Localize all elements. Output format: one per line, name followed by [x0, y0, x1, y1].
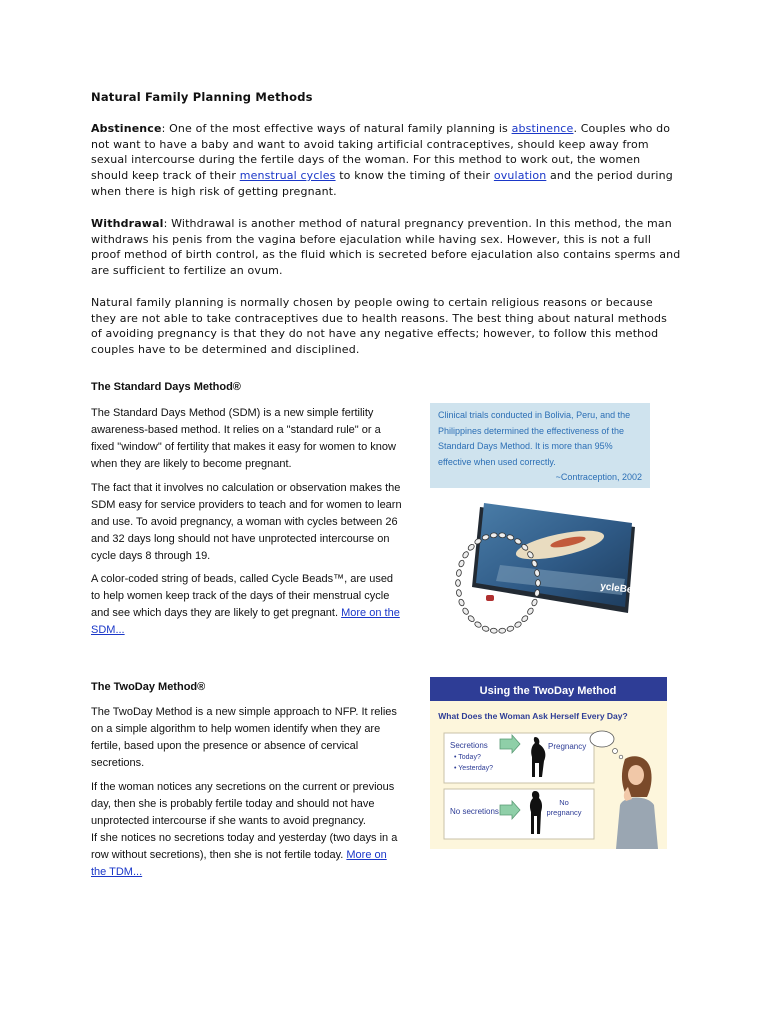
yesterday-label: • Yesterday?	[454, 765, 494, 772]
thought-bubble-icon	[590, 731, 614, 747]
no-pregnancy-label-2: pregnancy	[546, 808, 582, 817]
abstinence-term: Abstinence	[91, 122, 162, 135]
sdm-paragraph-2: The fact that it involves no calculation or observation makes the SDM easy for service providers to teach and for women to learn and use. To avoid pregnancy, a woman with cycles between 26 and 32 days long should not have unprotected intercourse on cycle days 8 through 19.	[91, 482, 402, 562]
withdrawal-paragraph	[91, 216, 681, 279]
page-title: Natural Family Planning Methods	[91, 90, 313, 104]
thought-dot	[613, 749, 618, 754]
twoday-diagram-question: What Does the Woman Ask Herself Every Day?	[438, 711, 628, 721]
twoday-paragraph-2a: If the woman notices any secretions on the current or previous day, then she is probably fertile today and should not have unprotected intercourse if she wants to avoid pregnancy.	[91, 781, 395, 827]
today-label: • Today?	[454, 754, 481, 761]
sdm-quote-box	[430, 403, 650, 488]
no-pregnancy-label-1: No	[559, 798, 569, 807]
bead	[490, 628, 497, 633]
abstinence-text-3: to know the timing of their	[335, 169, 494, 183]
abstinence-link[interactable]: abstinence	[511, 122, 574, 135]
bead	[456, 580, 461, 587]
twoday-paragraph-2	[91, 779, 403, 881]
bead	[490, 533, 497, 538]
bead	[456, 569, 462, 577]
abstinence-text-2: . Couples who do not want to have a baby and want to avoid taking artificial contraceptives, should keep away from sexual intercourse during the fertile days of the woman. For this method to work out, the women should keep track of their	[91, 122, 671, 183]
sdm-paragraph-1: The Standard Days Method (SDM) is a new simple fertility awareness-based method. It relies on a "standard rule" or a fixed "window" of fertility that makes it easy for women to know when they are likely to become pregnant.	[91, 407, 396, 470]
abstinence-text-1: : One of the most effective ways of natural family planning is	[161, 122, 512, 135]
thought-dot	[619, 755, 623, 759]
twoday-heading: The TwoDay Method®	[91, 681, 206, 693]
bead	[526, 607, 534, 615]
ovulation-link[interactable]: ovulation	[493, 169, 547, 183]
sdm-paragraph-3	[91, 571, 403, 639]
bead	[499, 533, 506, 538]
bead	[482, 625, 490, 632]
secretions-label: Secretions	[450, 741, 488, 750]
menstrual-cycles-link[interactable]: menstrual cycles	[239, 169, 336, 183]
twoday-diagram	[430, 677, 667, 849]
bead	[506, 625, 514, 632]
bead	[531, 598, 538, 606]
summary-paragraph: Natural family planning is normally chosen by people owing to certain religious reasons or because they are not able to take contraceptives due to health reasons. The best thing about natural methods of avoiding pregnancy is that they do not have any negative effects; however, to follow this method couples have to be determined and disciplined.	[91, 296, 668, 357]
red-bead	[486, 595, 494, 601]
bead	[467, 615, 475, 623]
no-secretions-label: No secretions	[450, 807, 499, 816]
bead	[521, 615, 529, 623]
twoday-diagram-header: Using the TwoDay Method	[479, 685, 617, 697]
withdrawal-text: : Withdrawal is another method of natural pregnancy prevention. In this method, the man withdraws his penis from the vagina before ejaculation while having sex. However, this is not a full proof method of birth control, as the fluid which is secreted before ejaculation also contains sperms and are sufficient to fertilize an ovum.	[91, 217, 681, 278]
abstinence-paragraph	[91, 121, 681, 200]
bead	[467, 543, 475, 551]
bead	[462, 551, 470, 559]
twoday-paragraph-1: The TwoDay Method is a new simple approach to NFP. It relies on a simple algorithm to help women identify when they are fertile, based upon the presence or absence of cervical secretions.	[91, 706, 397, 769]
bead	[499, 628, 506, 633]
bead	[456, 589, 462, 597]
sdm-paragraph-3-text: A color-coded string of beads, called Cycle Beads™, are used to help women keep track of the days of their menstrual cycle and see which days they are likely to get pregnant.	[91, 573, 394, 619]
bead	[536, 580, 541, 587]
sdm-heading: The Standard Days Method®	[91, 381, 241, 393]
pregnancy-label: Pregnancy	[548, 742, 587, 751]
more-on-tdm-link[interactable]: More on the TDM...	[91, 849, 387, 878]
twoday-paragraph-2b: If she notices no secretions today and yesterday (two days in a row without secretions), then she is not fertile today.	[91, 832, 398, 861]
withdrawal-term: Withdrawal	[91, 217, 164, 230]
bead	[514, 621, 522, 629]
cycle-beads-image	[450, 495, 651, 645]
abstinence-text-4: and the period during when there is high risk of getting pregnant.	[91, 169, 673, 198]
sdm-quote-source: ~Contraception, 2002	[555, 472, 642, 482]
beads-brand-label: ycleBeads	[599, 581, 651, 599]
bead	[462, 607, 470, 615]
more-on-sdm-link[interactable]: More on the SDM...	[91, 607, 400, 636]
bead	[474, 621, 482, 629]
bead	[458, 598, 465, 606]
bead	[458, 559, 465, 567]
sdm-quote-text: Clinical trials conducted in Bolivia, Peru, and the Philippines determined the effectiveness of the Standard Days Method. It is more than 95% effective when used correctly.	[438, 410, 631, 467]
